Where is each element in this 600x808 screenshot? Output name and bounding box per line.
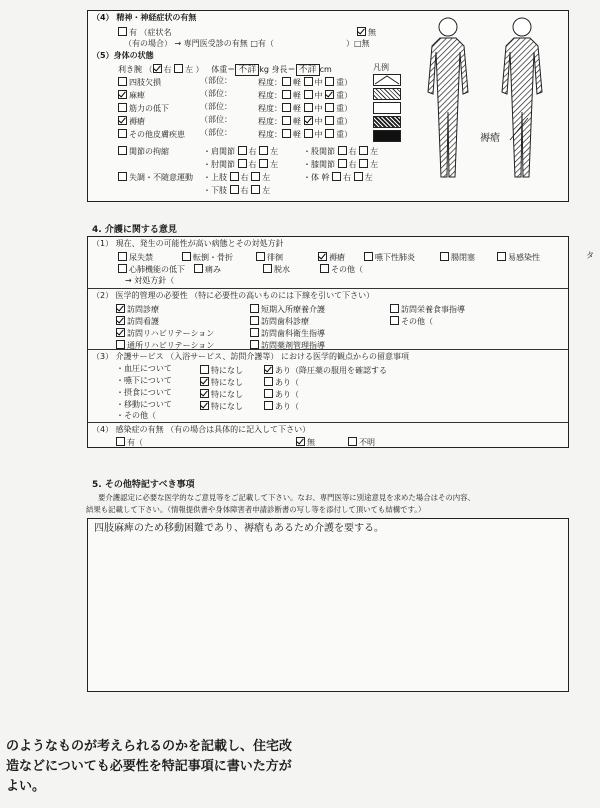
p1-item: 尿失禁 <box>118 252 153 262</box>
mental-symptoms-title: （4） 精神・神経症状の有無 <box>92 13 197 22</box>
part-label: （部位： <box>200 115 232 124</box>
checkbox[interactable] <box>118 103 127 112</box>
footer-text-line: 造などについても必要性を特記事項に書いた方が <box>6 759 292 774</box>
checkbox[interactable] <box>118 27 127 36</box>
checkbox[interactable] <box>118 77 127 86</box>
checkbox[interactable] <box>118 172 127 181</box>
joint-shoulder: ・肩関節 右 左 <box>203 147 279 156</box>
dominant-hand: 利き腕 （ 右 左 ） 体重＝ 不詳 kg 身長＝ 不詳 cm <box>118 65 332 75</box>
trunk: ・体 幹 右 左 <box>303 173 373 182</box>
checkbox[interactable] <box>354 172 363 181</box>
checkbox[interactable] <box>238 159 247 168</box>
checkbox[interactable] <box>348 437 357 446</box>
contracture-label: 関節の拘縮 <box>118 146 169 156</box>
part-label: （部位： <box>200 76 232 85</box>
p2-item: 訪問診療 <box>116 304 159 314</box>
checkbox[interactable] <box>304 77 313 86</box>
checkbox[interactable] <box>118 252 127 261</box>
checkbox[interactable] <box>390 316 399 325</box>
checkbox[interactable] <box>200 365 209 374</box>
p3-have: あり（ <box>264 401 299 411</box>
checkbox[interactable] <box>304 116 313 125</box>
condition-row: 褥瘡 <box>118 116 145 126</box>
checkbox[interactable] <box>116 304 125 313</box>
divider <box>87 288 568 289</box>
checkbox[interactable] <box>359 146 368 155</box>
checkbox[interactable] <box>250 316 259 325</box>
p1-policy: → 対処方針（ <box>125 276 175 285</box>
joint-hip: ・股関節 右 左 <box>303 147 379 156</box>
checkbox[interactable] <box>390 304 399 313</box>
condition-row: 麻痺 <box>118 90 145 100</box>
checkbox[interactable] <box>264 365 273 374</box>
condition-row: 筋力の低下 <box>118 103 169 113</box>
checkbox[interactable] <box>259 159 268 168</box>
p3-note: 降圧薬の服用を確認する <box>299 366 387 375</box>
checkbox[interactable] <box>118 146 127 155</box>
checkbox[interactable] <box>174 64 183 73</box>
legend-swatch-dense <box>373 116 401 128</box>
joint-knee: ・膝関節 右 左 <box>303 160 379 169</box>
checkbox[interactable] <box>282 103 291 112</box>
footer-text-line: よい。 <box>6 779 46 794</box>
checkbox[interactable] <box>238 146 247 155</box>
height-value: 不詳 <box>296 64 320 76</box>
checkbox[interactable] <box>338 146 347 155</box>
p3-row: ・嚥下について <box>116 376 172 385</box>
degree-row: 程度： 軽 中 重） <box>258 117 353 126</box>
checkbox[interactable] <box>264 389 273 398</box>
other-notes-title: 5. その他特記すべき事項 <box>92 480 195 490</box>
checkbox[interactable] <box>251 172 260 181</box>
checkbox[interactable] <box>318 252 327 261</box>
p3-row: ・摂食について <box>116 388 172 397</box>
checkbox[interactable] <box>296 437 305 446</box>
checkbox[interactable] <box>264 401 273 410</box>
checkbox[interactable] <box>118 129 127 138</box>
p1-item: 易感染性 <box>497 252 540 262</box>
checkbox[interactable] <box>200 389 209 398</box>
checkbox[interactable] <box>282 116 291 125</box>
p2-item: 訪問歯科衛生指導 <box>250 328 325 338</box>
checkbox[interactable] <box>230 172 239 181</box>
other-notes-text: 四肢麻痺のため移動困難であり、褥瘡もあるため介護を要する。 <box>94 523 384 534</box>
degree-row: 程度： 軽 中 重） <box>258 78 353 87</box>
limb-upper: ・上肢 右 左 <box>203 173 271 182</box>
degree-row: 程度： 軽 中 重） <box>258 91 353 100</box>
p3-none: 特になし <box>200 401 243 411</box>
checkbox[interactable] <box>250 304 259 313</box>
legend-swatch-hatch <box>373 88 401 100</box>
p1-item: 腸閉塞 <box>440 252 475 262</box>
p3-have: あり（降圧薬の服用を確認する <box>264 365 387 375</box>
degree-row: 程度： 軽 中 重） <box>258 130 353 139</box>
checkbox[interactable] <box>320 264 329 273</box>
checkbox[interactable] <box>325 103 334 112</box>
checkbox[interactable] <box>200 401 209 410</box>
checkbox[interactable] <box>230 185 239 194</box>
mental-none: 無 <box>357 27 376 37</box>
checkbox[interactable] <box>282 129 291 138</box>
p3-title: （3） 介護サービス （入浴サービス、訪問介護等） における医学的観点からの留意事項 <box>92 352 409 361</box>
checkbox[interactable] <box>364 252 373 261</box>
p2-item: 通所リハビリテーション <box>116 340 214 350</box>
checkbox[interactable] <box>153 64 162 73</box>
checkbox[interactable] <box>256 252 265 261</box>
p4-title: （4） 感染症の有無 （有の場合は具体的に記入して下さい） <box>92 425 311 434</box>
checkbox[interactable] <box>304 129 313 138</box>
joint-elbow: ・肘関節 右 左 <box>203 160 279 169</box>
p1-item: 褥瘡 <box>318 252 345 262</box>
checkbox[interactable] <box>282 77 291 86</box>
p3-none: 特になし <box>200 365 243 375</box>
footer-text-line: のようなものが考えられるのかを記載し、住宅改 <box>6 739 293 754</box>
specialist-visit: （有の場合） → 専門医受診の有無 □有（ <box>124 39 274 48</box>
p1-item: その他（ <box>320 264 363 274</box>
p3-none: 特になし <box>200 377 243 387</box>
care-opinion-title: 4. 介護に関する意見 <box>92 225 177 235</box>
p2-item: 訪問栄養食事指導 <box>390 304 465 314</box>
other-notes-desc: 結果も記載して下さい。（情報提供書や身体障害者申請診断書の写し等を添付して頂いても結構です。） <box>86 505 426 514</box>
checkbox[interactable] <box>259 146 268 155</box>
part-label: （部位： <box>200 102 232 111</box>
p2-title: （2） 医学的管理の必要性 （特に必要性の高いものには下線を引いて下さい） <box>92 291 375 300</box>
checkbox[interactable] <box>304 90 313 99</box>
checkbox[interactable] <box>338 159 347 168</box>
checkbox[interactable] <box>118 264 127 273</box>
p1-item: 痛み <box>194 264 221 274</box>
divider <box>87 422 568 423</box>
other-notes-box[interactable] <box>87 518 569 692</box>
body-state-title: （5）身体の状態 <box>92 51 154 60</box>
p2-item: 短期入所療養介護 <box>250 304 325 314</box>
checkbox[interactable] <box>440 252 449 261</box>
pressure-ulcer-marker: 褥瘡 <box>480 133 500 144</box>
checkbox[interactable] <box>325 116 334 125</box>
body-diagram-icon <box>410 12 560 192</box>
checkbox[interactable] <box>325 129 334 138</box>
p2-item: 訪問リハビリテーション <box>116 328 214 338</box>
condition-row: その他皮膚疾患 <box>118 129 185 139</box>
other-notes-desc: 要介護認定に必要な医学的なご意見等をご記載して下さい。なお、専門医等に別途意見を求めた場合はその内容、 <box>98 493 475 502</box>
mental-have: 有 （症状名 <box>118 27 172 37</box>
p4-have: 有（ <box>116 437 143 447</box>
limb-lower: ・下肢 右 左 <box>203 186 271 195</box>
legend-swatch-blank <box>373 74 401 86</box>
checkbox[interactable] <box>251 185 260 194</box>
checkbox[interactable] <box>282 90 291 99</box>
checkbox[interactable] <box>194 264 203 273</box>
checkbox[interactable] <box>250 340 259 349</box>
checkbox[interactable] <box>116 316 125 325</box>
checkbox[interactable] <box>116 437 125 446</box>
p1-item: 転倒・骨折 <box>182 252 233 262</box>
p1-item: 脱水 <box>263 264 290 274</box>
specialist-visit-none: ）□無 <box>346 39 370 48</box>
checkbox[interactable] <box>116 328 125 337</box>
checkbox[interactable] <box>359 159 368 168</box>
legend-swatch-solid <box>373 130 401 142</box>
checkbox[interactable] <box>200 377 209 386</box>
p1-title: （1） 現在、発生の可能性が高い病態とその対処方針 <box>92 239 284 248</box>
p3-row: ・その他（ <box>116 411 156 420</box>
side-mark: タ <box>586 251 594 260</box>
legend-swatch-plain <box>373 102 401 114</box>
checkbox[interactable] <box>325 90 334 99</box>
checkbox[interactable] <box>332 172 341 181</box>
p1-item: 心肺機能の低下 <box>118 264 185 274</box>
p2-item: 訪問看護 <box>116 316 159 326</box>
checkbox[interactable] <box>118 90 127 99</box>
part-label: （部位： <box>200 128 232 137</box>
checkbox[interactable] <box>263 264 272 273</box>
checkbox[interactable] <box>116 340 125 349</box>
checkbox[interactable] <box>497 252 506 261</box>
p3-have: あり（ <box>264 377 299 387</box>
p2-item: 訪問歯科診療 <box>250 316 309 326</box>
checkbox[interactable] <box>182 252 191 261</box>
legend-label: 凡例 <box>373 63 389 72</box>
p1-item: 嚥下性肺炎 <box>364 252 415 262</box>
checkbox[interactable] <box>304 103 313 112</box>
checkbox[interactable] <box>325 77 334 86</box>
p4-unknown: 不明 <box>348 437 375 447</box>
p3-none: 特になし <box>200 389 243 399</box>
p2-item: その他（ <box>390 316 433 326</box>
p3-have: あり（ <box>264 389 299 399</box>
weight-value: 不詳 <box>235 64 259 76</box>
p3-row: ・血圧について <box>116 364 172 373</box>
degree-row: 程度： 軽 中 重） <box>258 104 353 113</box>
checkbox[interactable] <box>250 328 259 337</box>
checkbox[interactable] <box>357 27 366 36</box>
part-label: （部位： <box>200 89 232 98</box>
p2-item: 訪問薬剤管理指導 <box>250 340 325 350</box>
checkbox[interactable] <box>264 377 273 386</box>
p4-none: 無 <box>296 437 315 447</box>
p3-row: ・移動について <box>116 400 172 409</box>
condition-row: 四肢欠損 <box>118 77 161 87</box>
ataxia-label: 失調・不随意運動 <box>118 172 193 182</box>
checkbox[interactable] <box>118 116 127 125</box>
p1-item: 徘徊 <box>256 252 283 262</box>
